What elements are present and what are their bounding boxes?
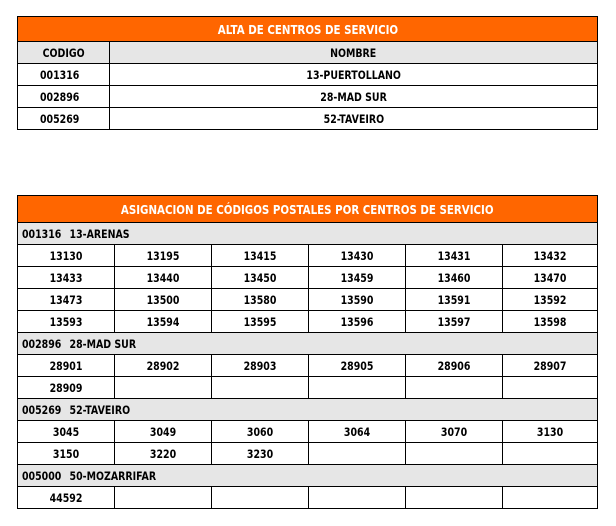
postal-code-cell: 13473 [18,289,115,311]
table-row [18,108,598,130]
postal-code-cell: 3060 [212,421,309,443]
postal-code-cell [503,443,598,465]
postal-code-cell [212,487,309,509]
postal-code-row [18,377,598,399]
postal-code-row [18,289,598,311]
group-header-row [18,399,598,421]
group-header [18,223,598,245]
codigo-header: CODIGO [18,42,110,64]
postal-code-row [18,311,598,333]
postal-code-cell: 3230 [212,443,309,465]
postal-code-cell: 3150 [18,443,115,465]
group-header [18,333,598,355]
postal-code-cell [115,487,212,509]
group-code: 005269 [22,402,62,417]
postal-code-cell: 28907 [503,355,598,377]
nombre-cell: 28-MAD SUR [110,86,598,108]
postal-code-cell: 3045 [18,421,115,443]
postal-code-cell: 13430 [309,245,406,267]
postal-code-cell: 3070 [406,421,503,443]
postal-code-cell: 13450 [212,267,309,289]
group-header [18,399,598,421]
table-row [18,64,598,86]
postal-code-cell: 44592 [18,487,115,509]
group-code: 002896 [22,336,62,351]
postal-code-cell: 13460 [406,267,503,289]
postal-code-cell: 28909 [18,377,115,399]
codigo-cell: 005269 [18,108,110,130]
postal-code-cell [309,443,406,465]
group-header [18,465,598,487]
postal-code-cell: 13597 [406,311,503,333]
postal-code-cell: 28902 [115,355,212,377]
group-code: 001316 [22,226,62,241]
postal-code-cell: 28905 [309,355,406,377]
asignacion-title-row [18,196,598,223]
table-row [18,86,598,108]
postal-code-cell: 13130 [18,245,115,267]
alta-header-row [18,42,598,64]
codigo-cell: 002896 [18,86,110,108]
group-header-row [18,333,598,355]
group-name: 13-ARENAS [69,226,130,241]
postal-code-cell: 3130 [503,421,598,443]
postal-code-cell [309,487,406,509]
postal-code-cell: 13459 [309,267,406,289]
postal-code-cell [503,487,598,509]
postal-code-cell: 13592 [503,289,598,311]
postal-code-cell: 13591 [406,289,503,311]
postal-code-cell: 3049 [115,421,212,443]
postal-code-cell: 3220 [115,443,212,465]
postal-code-cell: 3064 [309,421,406,443]
postal-code-cell [309,377,406,399]
postal-code-cell: 13431 [406,245,503,267]
postal-code-cell: 13470 [503,267,598,289]
group-name: 28-MAD SUR [69,336,137,351]
group-name: 52-TAVEIRO [69,402,131,417]
group-header-row [18,223,598,245]
group-code: 005000 [22,468,62,483]
codigo-cell: 001316 [18,64,110,86]
nombre-cell: 52-TAVEIRO [110,108,598,130]
postal-code-row [18,355,598,377]
postal-code-row [18,245,598,267]
alta-centros-table [17,16,598,130]
postal-code-cell: 13500 [115,289,212,311]
postal-code-cell: 13433 [18,267,115,289]
alta-title: ALTA DE CENTROS DE SERVICIO [18,17,598,42]
postal-code-cell: 13594 [115,311,212,333]
postal-code-cell: 13415 [212,245,309,267]
postal-code-row [18,443,598,465]
postal-code-cell [115,377,212,399]
postal-code-cell [406,377,503,399]
postal-code-cell [212,377,309,399]
postal-code-cell: 13593 [18,311,115,333]
postal-code-cell [406,443,503,465]
postal-code-cell: 28903 [212,355,309,377]
postal-code-cell [503,377,598,399]
nombre-header: NOMBRE [110,42,598,64]
postal-code-cell: 13195 [115,245,212,267]
nombre-cell: 13-PUERTOLLANO [110,64,598,86]
postal-code-cell: 28901 [18,355,115,377]
asignacion-title: ASIGNACION DE CÓDIGOS POSTALES POR CENTROS DE SERVICIO [18,196,598,223]
postal-code-cell: 13595 [212,311,309,333]
postal-code-cell: 13598 [503,311,598,333]
postal-code-cell: 13590 [309,289,406,311]
postal-code-cell: 28906 [406,355,503,377]
group-name: 50-MOZARRIFAR [69,468,157,483]
postal-code-cell [406,487,503,509]
postal-code-row [18,421,598,443]
group-header-row [18,465,598,487]
postal-code-cell: 13432 [503,245,598,267]
postal-code-cell: 13580 [212,289,309,311]
asignacion-table [17,195,598,509]
postal-code-row [18,487,598,509]
postal-code-cell: 13440 [115,267,212,289]
postal-code-row [18,267,598,289]
postal-code-cell: 13596 [309,311,406,333]
alta-title-row [18,17,598,42]
